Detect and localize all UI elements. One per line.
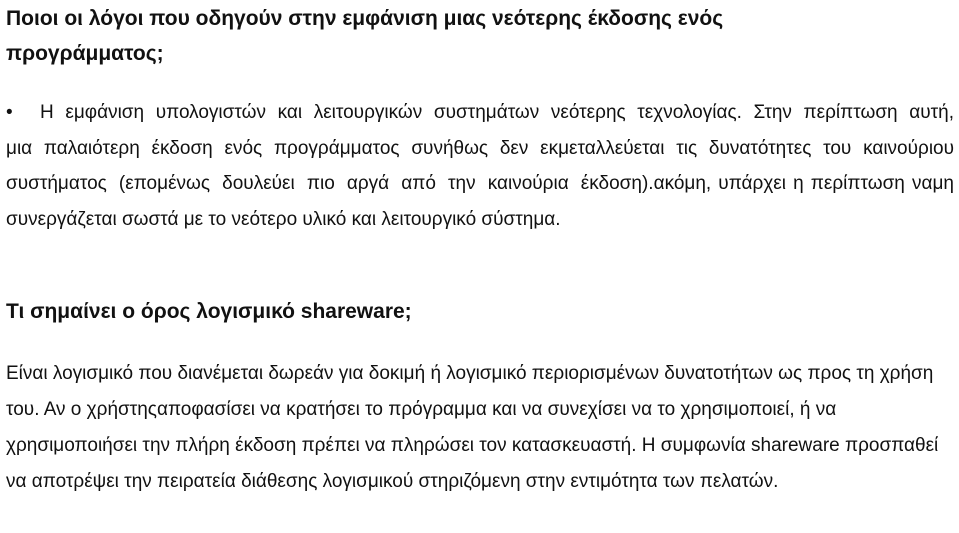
question-heading-1-line2: προγράμματος; <box>6 42 164 65</box>
question-heading-1 <box>6 1 951 71</box>
bullet-icon: • <box>6 102 13 123</box>
bullet-paragraph <box>6 95 954 237</box>
answer-paragraph: Είναι λογισμικό που διανέμεται δωρεάν για δοκιμή ή λογισμικό περιορισμένων δυνατοτήτων ως προς τη χρήση του. Αν ο χρήστηςαποφασίσει να κρατήσει το πρόγραμμα και να συνεχίσει να το χρησιμοποιεί, ή να χρησιμοποιήσει την πλήρη έκδοση πρέπει να πληρώσει τον κατασκευαστή. Η συμφωνία shareware προσπαθεί να αποτρέψει την πειρατεία διάθεσης λογισμικού στηριζόμενη στην εντιμότητα των πελατών. <box>6 363 939 492</box>
question-heading-2: Τι σημαίνει ο όρος λογισμικό shareware; <box>6 300 412 323</box>
question-heading-1-line1: Ποιοι οι λόγοι που οδηγούν στην εμφάνιση μιας νεότερης έκδοσης ενός <box>6 7 724 30</box>
bullet-text-part2: ακόμη, υπάρχει η περίπτωση ναμη συνεργάζεται σωστά με το νεότερο υλικό και λειτουργικό σύστημα. <box>6 173 954 230</box>
bullet-text-part1: Η εμφάνιση υπολογιστών και λειτουργικών συστημάτων νεότερης τεχνολογίας. Στην περίπτωση αυτή, μια παλαιότερη έκδοση ενός προγράμματος συνήθως δεν εκμεταλλεύεται τις δυνατότητες του καινούριου συστήματος (επομένως δουλεύει πιο αργά από την καινούρια έκδοση). <box>6 102 954 194</box>
